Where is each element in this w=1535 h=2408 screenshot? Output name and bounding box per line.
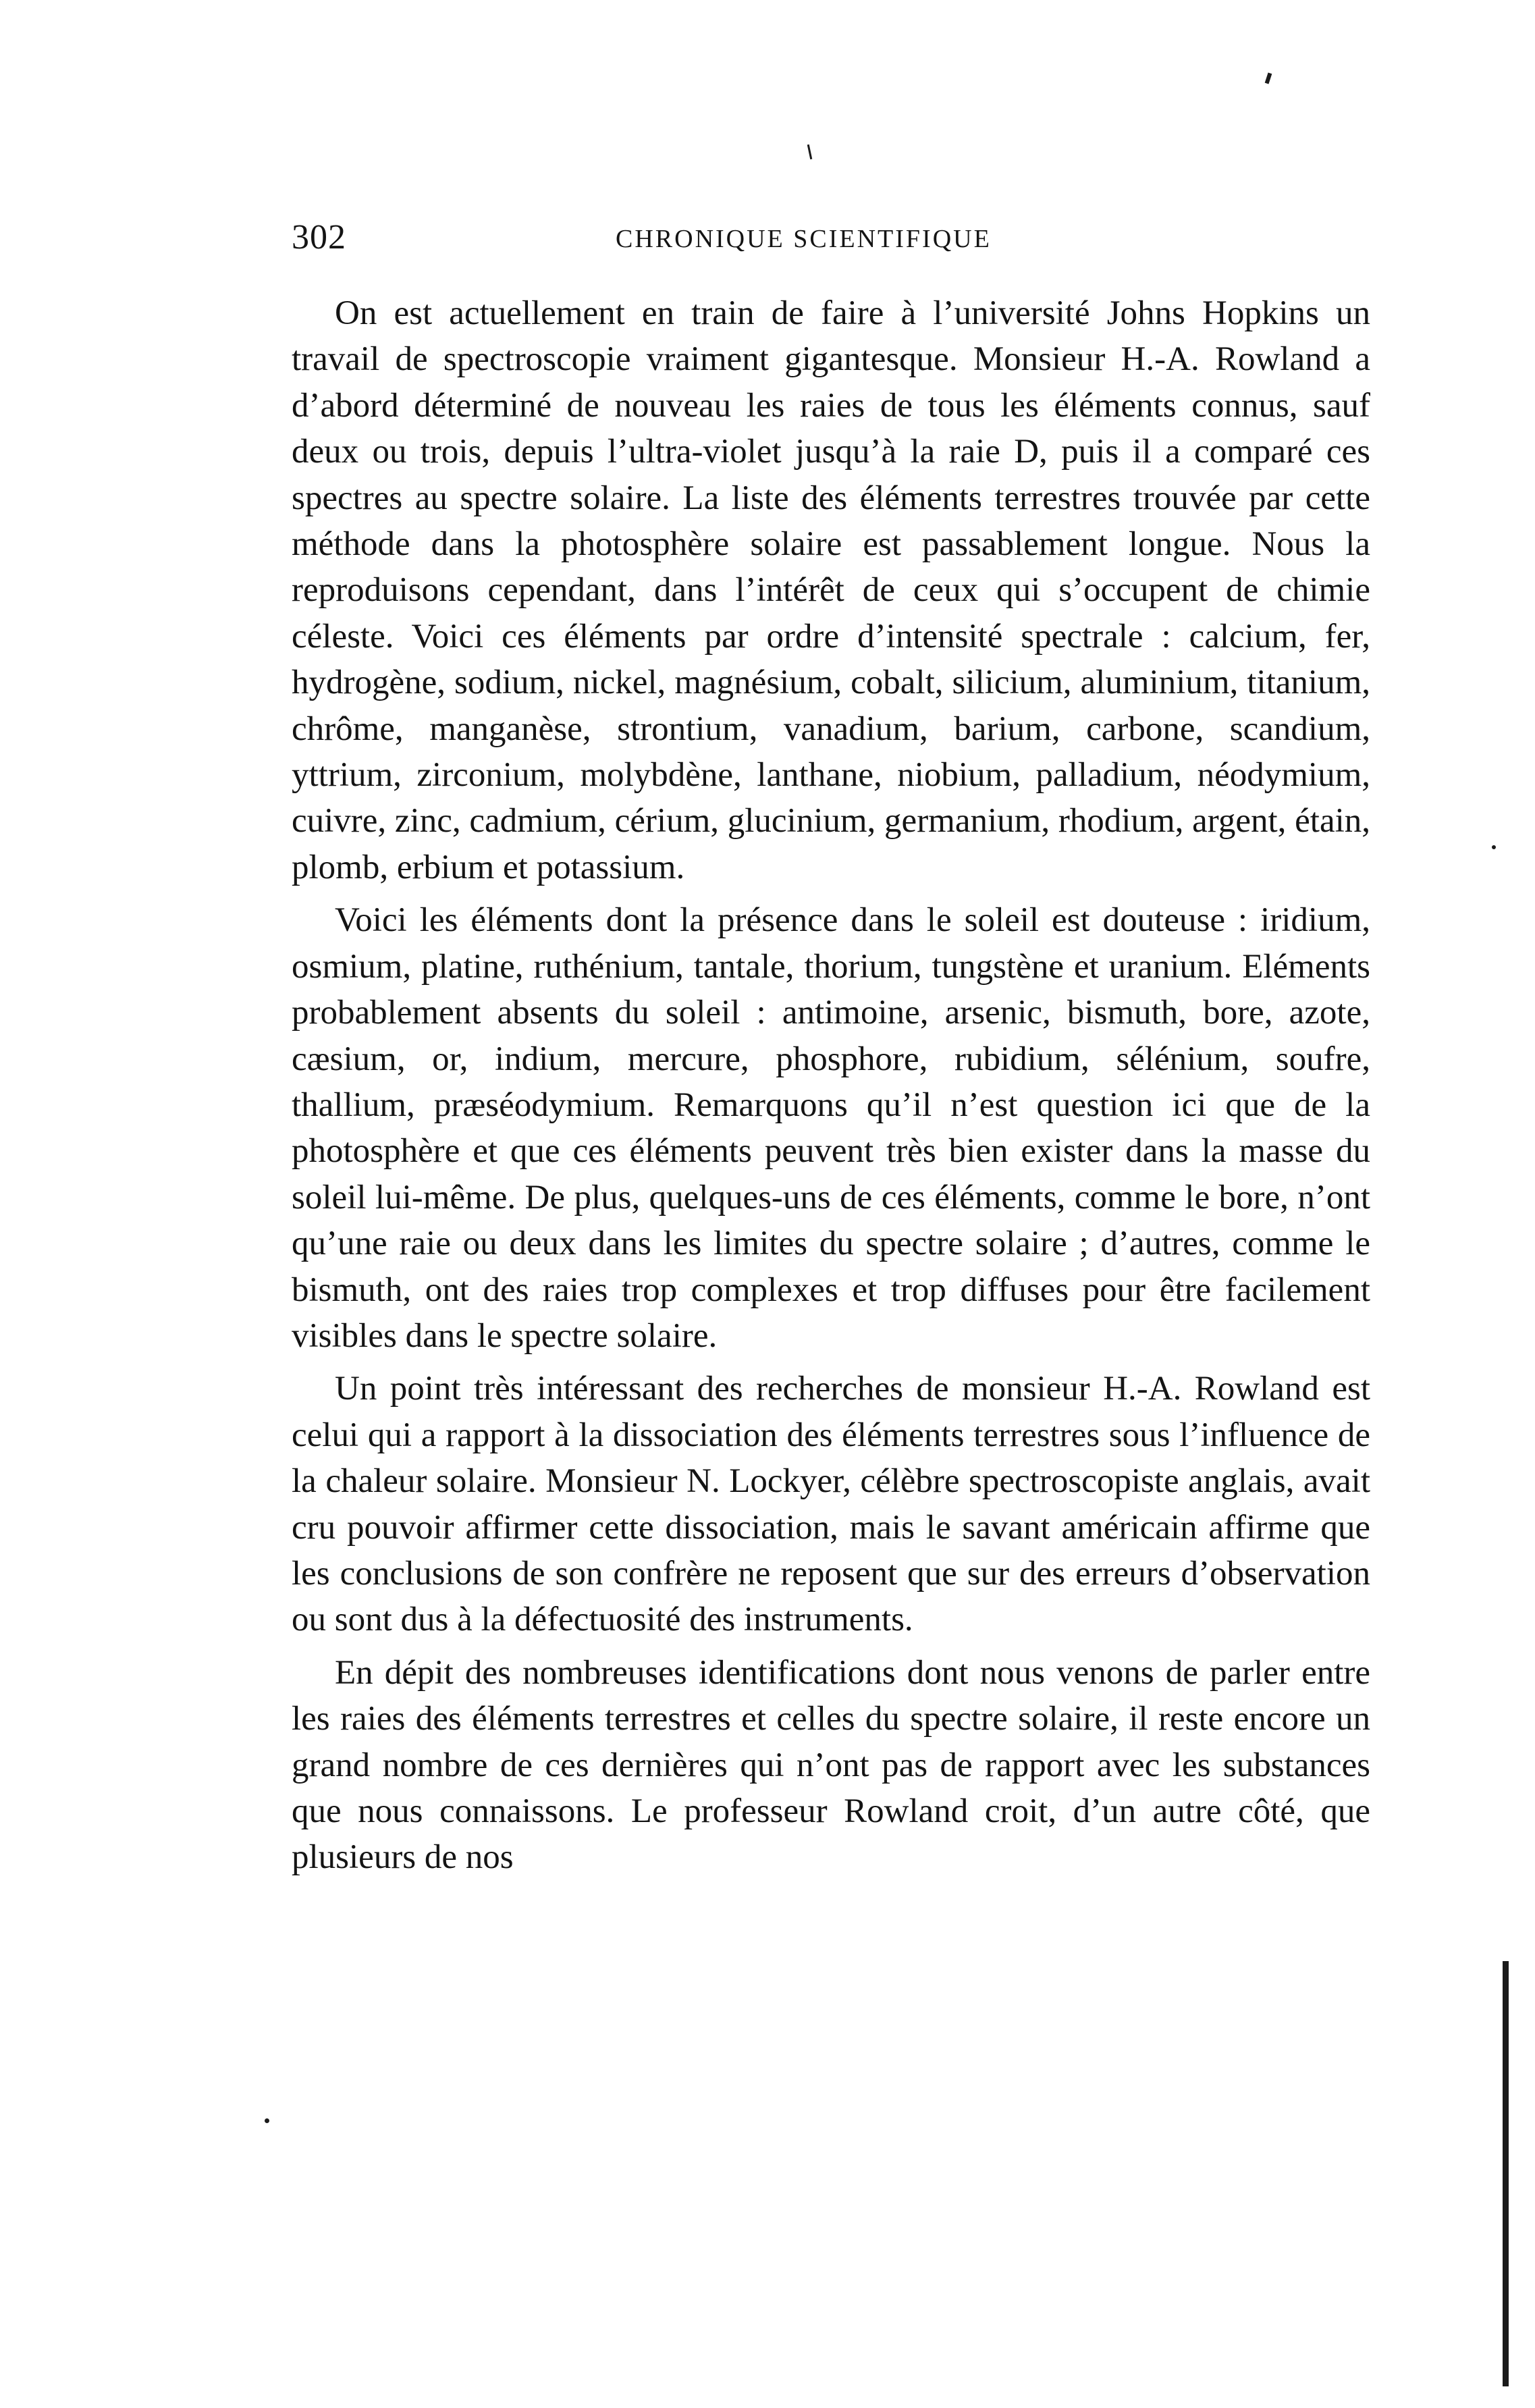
paragraph-4: En dépit des nombreuses identifications dont nous venons de parler entre les raies des éléments terrestres et celles du spectre solaire, il reste encore un grand nombre de ces dernières qui n’ont pas de rapport avec les substances que nous connaissons. Le professeur Rowland croit, d’un autre côté, que plusieurs de nos	[292, 1653, 1370, 1877]
scan-edge-mark	[1503, 1961, 1509, 2386]
running-title: CHRONIQUE SCIENTIFIQUE	[616, 225, 992, 253]
paragraph-3: Un point très intéressant des recherches de monsieur H.-A. Rowland est celui qui a rapport à la dissociation des éléments terrestres sous l’influence de la chaleur solaire. Monsieur N. Lockyer, célèbre spectroscopiste anglais, avait cru pouvoir affirmer cette dissociation, mais le savant américain affirme que les conclusions de son confrère ne reposent que sur des erreurs d’observation ou sont dus à la défectuosité des instruments.	[292, 1370, 1370, 1639]
body-text	[292, 290, 1370, 1881]
paragraph-2: Voici les éléments dont la présence dans le soleil est douteuse : iridium, osmium, platine, ruthénium, tantale, thorium, tungstène et uranium. Eléments probablement absents du soleil : antimoine, arsenic, bismuth, bore, azote, cæsium, or, indium, mercure, phosphore, rubidium, sélénium, soufre, thallium, præséodymium. Remarquons qu’il n’est question ici que de la photosphère et que ces éléments peuvent très bien exister dans la masse du soleil lui-même. De plus, quelques-uns de ces éléments, comme le bore, n’ont qu’une raie ou deux dans les limites du spectre solaire ; d’autres, comme le bismuth, ont des raies trop complexes et trop diffuses pour être facilement visibles dans le spectre solaire.	[292, 901, 1370, 1355]
running-head	[292, 217, 1370, 265]
ink-speck	[1265, 72, 1272, 84]
ink-speck	[807, 144, 813, 159]
ink-speck	[1492, 845, 1496, 849]
page-number: 302	[292, 218, 346, 257]
paragraph-1: On est actuellement en train de faire à l’université Johns Hopkins un travail de spectroscopie vraiment gigantesque. Monsieur H.-A. Rowland a d’abord déterminé de nouveau les raies de tous les éléments connus, sauf deux ou trois, depuis l’ultra-violet jusqu’à la raie D, puis il a comparé ces spectres au spectre solaire. La liste des éléments terrestres trouvée par cette méthode dans la photosphère solaire est passablement longue. Nous la reproduisons cependant, dans l’intérêt de ceux qui s’occupent de chimie céleste. Voici ces éléments par ordre d’intensité spectrale : calcium, fer, hydrogène, sodium, nickel, magnésium, cobalt, silicium, aluminium, titanium, chrôme, manganèse, strontium, vanadium, barium, carbone, scandium, yttrium, zirconium, molybdène, lanthane, niobium, palladium, néodymium, cuivre, zinc, cadmium, cérium, glucinium, germanium, rhodium, argent, étain, plomb, erbium et potassium.	[292, 294, 1371, 886]
ink-speck	[265, 2118, 269, 2123]
